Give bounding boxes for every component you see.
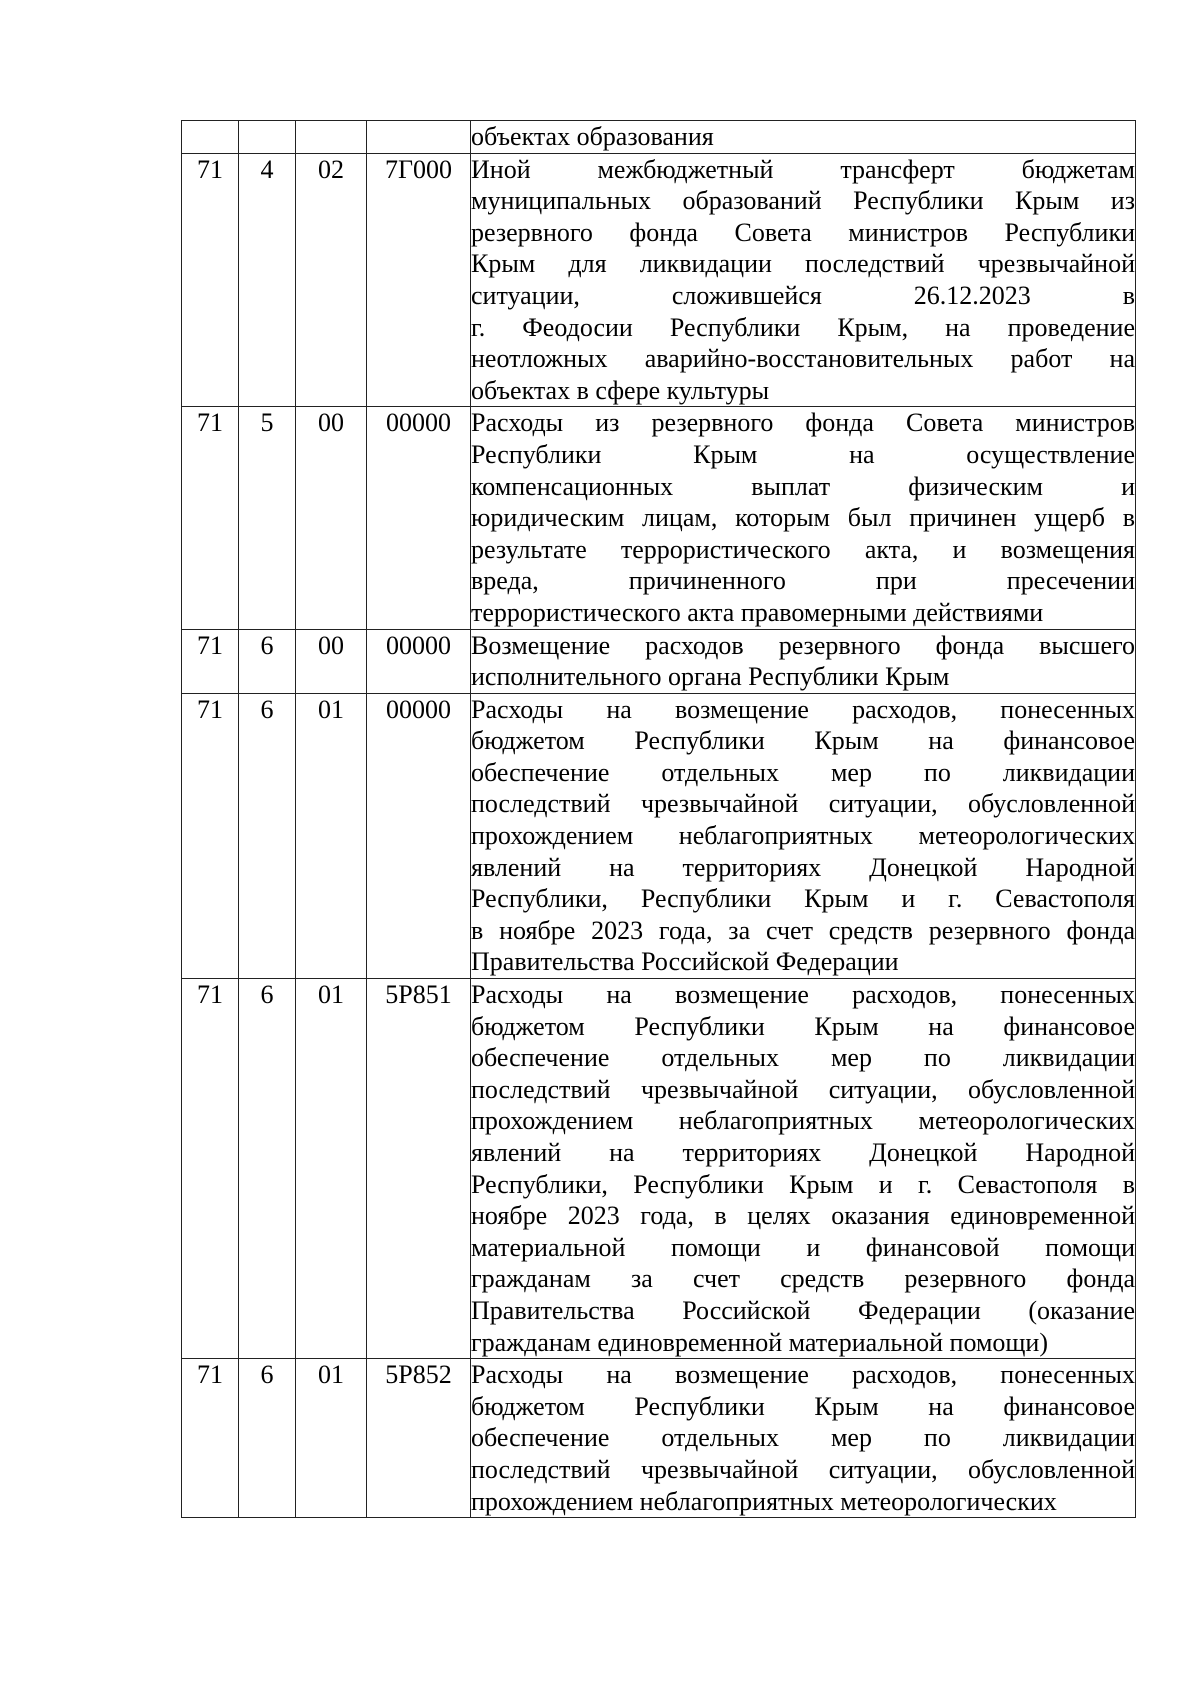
code-cell-2-text: 6 (260, 630, 274, 660)
table-row (182, 1359, 1136, 1518)
table-row (182, 693, 1136, 978)
description-line: компенсационных выплат физическим и (471, 471, 1135, 501)
code-cell-1 (182, 1359, 239, 1518)
code-cell-2-text: 6 (260, 1360, 274, 1390)
code-cell-4 (367, 121, 471, 154)
description-line: Республики, Республики Крым и г. Севастополя в (471, 1169, 1135, 1199)
description-line: объектах в сфере культуры (471, 375, 770, 405)
code-cell-3-text: 00 (318, 408, 344, 438)
code-cell-2-text: 6 (260, 694, 274, 724)
code-cell-3-text: 01 (318, 980, 344, 1010)
description-line: объектах образования (471, 122, 714, 151)
description-cell (471, 1359, 1136, 1518)
table-row (182, 153, 1136, 407)
description-line: ситуации, сложившейся 26.12.2023 в (471, 280, 1135, 310)
description-line: обеспечение отдельных мер по ликвидации (471, 757, 1135, 787)
description-line: гражданам за счет средств резервного фонда (471, 1264, 1135, 1294)
code-cell-1-text: 71 (197, 154, 223, 184)
description-line: последствий чрезвычайной ситуации, обусловленной (471, 789, 1135, 819)
code-cell-2-text: 5 (260, 408, 274, 438)
code-cell-4 (367, 153, 471, 407)
description-line: юридическим лицам, которым был причинен ущерб в (471, 503, 1135, 533)
code-cell-1-text: 71 (197, 1360, 223, 1390)
code-cell-2 (239, 407, 296, 629)
description-line: гражданам единовременной материальной помощи) (471, 1327, 1049, 1357)
code-cell-4 (367, 693, 471, 978)
code-cell-1 (182, 407, 239, 629)
table-row (182, 121, 1136, 154)
description-line: Расходы на возмещение расходов, понесенных (471, 694, 1135, 724)
code-cell-2 (239, 153, 296, 407)
code-cell-4 (367, 629, 471, 693)
code-cell-4 (367, 1359, 471, 1518)
description-line: террористического акта правомерными действиями (471, 597, 1044, 627)
table-row (182, 407, 1136, 629)
code-cell-3 (296, 153, 367, 407)
code-cell-2 (239, 1359, 296, 1518)
description-text (471, 154, 1135, 407)
code-cell-4-text: 5Р851 (385, 980, 452, 1010)
description-line: неотложных аварийно-восстановительных работ на (471, 344, 1135, 374)
description-line: бюджетом Республики Крым на финансовое (471, 1391, 1135, 1421)
code-cell-1-text: 71 (197, 980, 223, 1010)
description-line: вреда, причиненного при пресечении (471, 566, 1135, 596)
description-cell (471, 407, 1136, 629)
code-cell-4 (367, 407, 471, 629)
code-cell-2 (239, 693, 296, 978)
code-cell-4-text: 00000 (386, 630, 451, 660)
code-cell-1 (182, 979, 239, 1359)
code-cell-1 (182, 121, 239, 154)
table-row (182, 629, 1136, 693)
code-cell-3 (296, 407, 367, 629)
code-cell-1 (182, 153, 239, 407)
description-text (471, 407, 1135, 628)
description-line: Расходы на возмещение расходов, понесенных (471, 1360, 1135, 1390)
code-cell-4-text: 7Г000 (384, 154, 453, 184)
code-cell-2 (239, 629, 296, 693)
description-cell (471, 153, 1136, 407)
description-line: резервного фонда Совета министров Республики (471, 217, 1135, 247)
description-line: обеспечение отдельных мер по ликвидации (471, 1423, 1135, 1453)
code-cell-3 (296, 693, 367, 978)
code-cell-3-text: 01 (318, 1360, 344, 1390)
code-cell-3-text: 01 (318, 694, 344, 724)
table-row (182, 979, 1136, 1359)
code-cell-1-text: 71 (197, 630, 223, 660)
code-cell-1-text: 71 (197, 408, 223, 438)
description-text (471, 630, 1135, 693)
code-cell-4-text: 00000 (386, 408, 451, 438)
description-line: Крым для ликвидации последствий чрезвычайной (471, 249, 1135, 279)
code-cell-3-text: 02 (318, 154, 344, 184)
code-cell-3 (296, 629, 367, 693)
description-line: последствий чрезвычайной ситуации, обусловленной (471, 1074, 1135, 1104)
description-line: Правительства Российской Федерации (471, 947, 899, 977)
description-cell (471, 979, 1136, 1359)
code-cell-4 (367, 979, 471, 1359)
code-cell-1-text: 71 (197, 694, 223, 724)
description-line: явлений на территориях Донецкой Народной (471, 1138, 1135, 1167)
description-text (471, 694, 1135, 978)
description-text (471, 979, 1135, 1358)
description-line: прохождением неблагоприятных метеорологических (471, 1106, 1135, 1136)
code-cell-1 (182, 629, 239, 693)
code-cell-2-text: 6 (260, 980, 274, 1010)
description-text (471, 1359, 1135, 1517)
description-line: Правительства Российской Федерации (оказание (471, 1295, 1135, 1325)
description-line: обеспечение отдельных мер по ликвидации (471, 1043, 1135, 1073)
code-cell-3 (296, 121, 367, 154)
code-cell-4-text: 00000 (386, 694, 451, 724)
description-line: результате террористического акта, и возмещения (471, 534, 1135, 564)
description-line: Расходы из резервного фонда Совета министров (471, 408, 1135, 438)
description-line: материальной помощи и финансовой помощи (471, 1232, 1135, 1262)
table-body (182, 121, 1136, 1518)
description-line: ноябре 2023 года, в целях оказания единовременной (471, 1201, 1135, 1231)
code-cell-3 (296, 979, 367, 1359)
description-line: последствий чрезвычайной ситуации, обусловленной (471, 1454, 1135, 1484)
code-cell-3-text: 00 (318, 630, 344, 660)
code-cell-3 (296, 1359, 367, 1518)
description-line: явлений на территориях Донецкой Народной (471, 852, 1135, 882)
description-line: г. Феодосии Республики Крым, на проведение (471, 312, 1135, 342)
code-cell-1 (182, 693, 239, 978)
description-text (471, 121, 1135, 153)
code-cell-2 (239, 979, 296, 1359)
description-line: Республики, Республики Крым и г. Севастополя (471, 884, 1135, 914)
description-cell (471, 121, 1136, 154)
budget-classification-table (181, 120, 1136, 1518)
description-line: исполнительного органа Республики Крым (471, 662, 950, 692)
description-line: бюджетом Республики Крым на финансовое (471, 726, 1135, 756)
code-cell-2 (239, 121, 296, 154)
description-cell (471, 693, 1136, 978)
description-line: в ноябре 2023 года, за счет средств резервного фонда (471, 915, 1135, 945)
code-cell-2-text: 4 (260, 154, 274, 184)
description-line: Иной межбюджетный трансферт бюджетам (471, 154, 1135, 184)
description-cell (471, 629, 1136, 693)
description-line: прохождением неблагоприятных метеорологических (471, 1486, 1057, 1516)
description-line: Республики Крым на осуществление (471, 439, 1135, 469)
description-line: Возмещение расходов резервного фонда высшего (471, 630, 1135, 660)
description-line: муниципальных образований Республики Крым из (471, 186, 1135, 216)
description-line: бюджетом Республики Крым на финансовое (471, 1011, 1135, 1041)
description-line: Расходы на возмещение расходов, понесенных (471, 980, 1135, 1010)
description-line: прохождением неблагоприятных метеорологических (471, 821, 1135, 851)
code-cell-4-text: 5Р852 (385, 1360, 452, 1390)
